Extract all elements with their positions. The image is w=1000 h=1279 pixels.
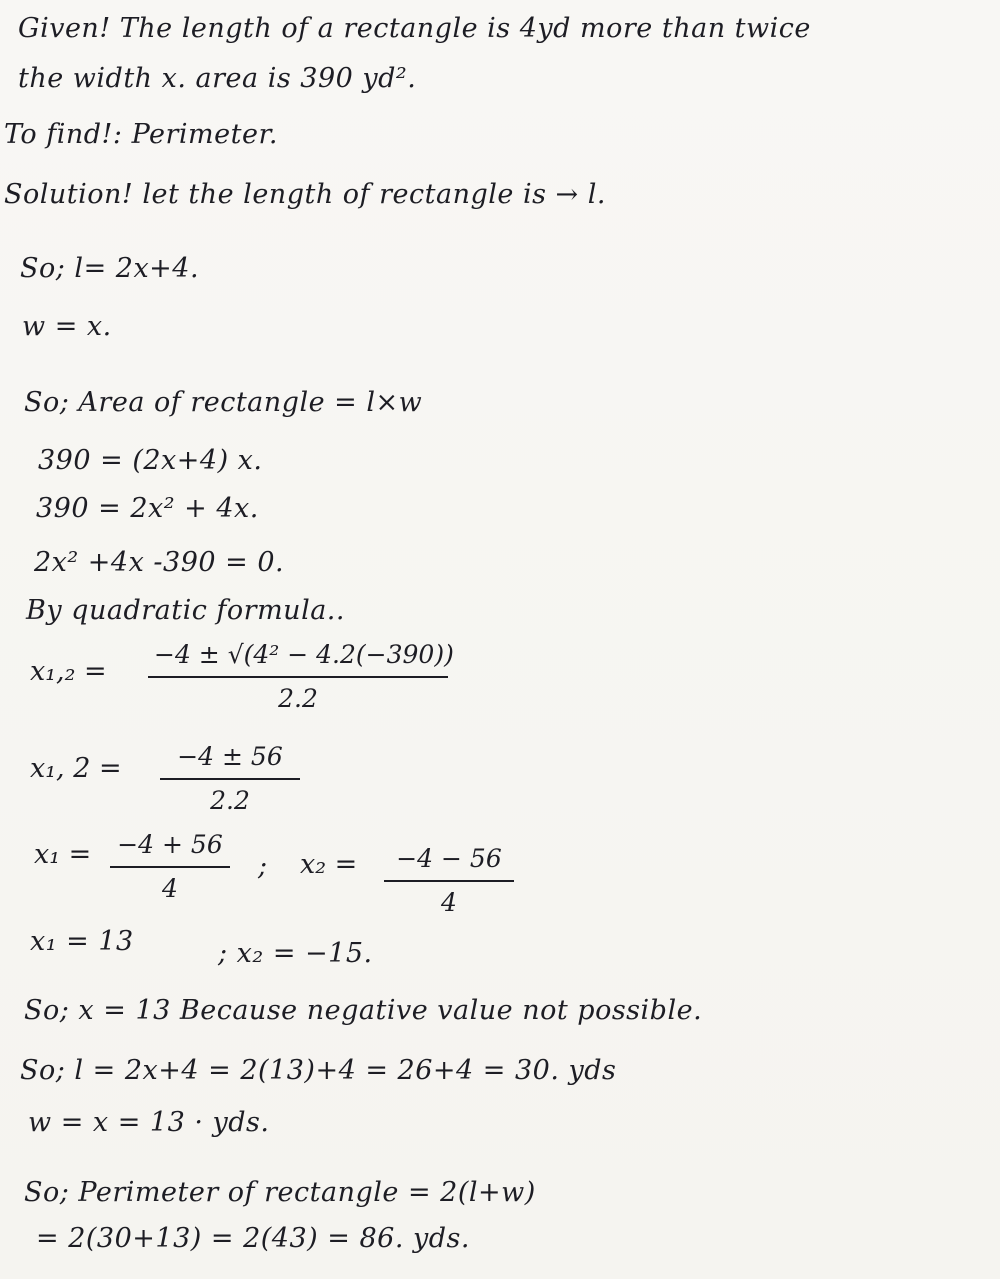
step-area-substitution: 390 = (2x+4) x. xyxy=(38,445,263,476)
root-x1-value: x₁ = 13 xyxy=(30,926,134,957)
formula-3b-fraction-bar xyxy=(384,880,514,882)
formula-3a-numerator: −4 + 56 xyxy=(117,830,223,859)
given-line-1: Given! The length of a rectangle is 4yd more than twice xyxy=(18,13,811,44)
step-choose-root: So; x = 13 Because negative value not possible. xyxy=(24,995,703,1026)
step-area-expanded: 390 = 2x² + 4x. xyxy=(36,493,259,524)
step-length-value: So; l = 2x+4 = 2(13)+4 = 26+4 = 30. yds xyxy=(20,1055,617,1086)
formula-1-numerator: −4 ± √(4² − 4.2(−390)) xyxy=(154,640,454,669)
step-perimeter-formula: So; Perimeter of rectangle = 2(l+w) xyxy=(24,1177,536,1208)
step-quadratic-equation: 2x² +4x -390 = 0. xyxy=(34,547,285,578)
formula-3-separator: ; xyxy=(258,851,268,882)
step-width-value: w = x = 13 · yds. xyxy=(28,1107,270,1138)
formula-1-label: x₁,₂ = xyxy=(30,656,107,687)
given-line-2: the width x. area is 390 yd². xyxy=(18,63,417,94)
formula-2-numerator: −4 ± 56 xyxy=(177,742,283,771)
to-find-line: To find!: Perimeter. xyxy=(4,119,278,150)
formula-2-label: x₁, 2 = xyxy=(30,753,122,784)
formula-3a-label: x₁ = xyxy=(34,839,92,870)
formula-2-fraction xyxy=(160,742,300,816)
formula-1-fraction xyxy=(148,640,454,714)
step-quadratic-formula-heading: By quadratic formula.. xyxy=(26,595,345,626)
formula-3b-denominator: 4 xyxy=(441,888,457,917)
formula-3b-fraction xyxy=(384,844,514,918)
formula-3a-fraction-bar xyxy=(110,866,230,868)
formula-2-fraction-bar xyxy=(160,778,300,780)
formula-2-denominator: 2.2 xyxy=(210,786,250,815)
step-width-expression: w = x. xyxy=(22,311,112,342)
formula-3b-numerator: −4 − 56 xyxy=(396,844,502,873)
root-x2-value: ; x₂ = −15. xyxy=(218,938,373,969)
step-perimeter-result: = 2(30+13) = 2(43) = 86. yds. xyxy=(36,1223,470,1254)
formula-3b-label: x₂ = xyxy=(300,849,358,880)
formula-3a-fraction xyxy=(110,830,230,904)
step-length-expression: So; l= 2x+4. xyxy=(20,253,200,284)
step-area-formula: So; Area of rectangle = l×w xyxy=(24,387,423,418)
formula-3a-denominator: 4 xyxy=(162,874,178,903)
formula-1-denominator: 2.2 xyxy=(278,684,318,713)
solution-line: Solution! let the length of rectangle is → l. xyxy=(4,179,606,210)
formula-1-fraction-bar xyxy=(148,676,448,678)
